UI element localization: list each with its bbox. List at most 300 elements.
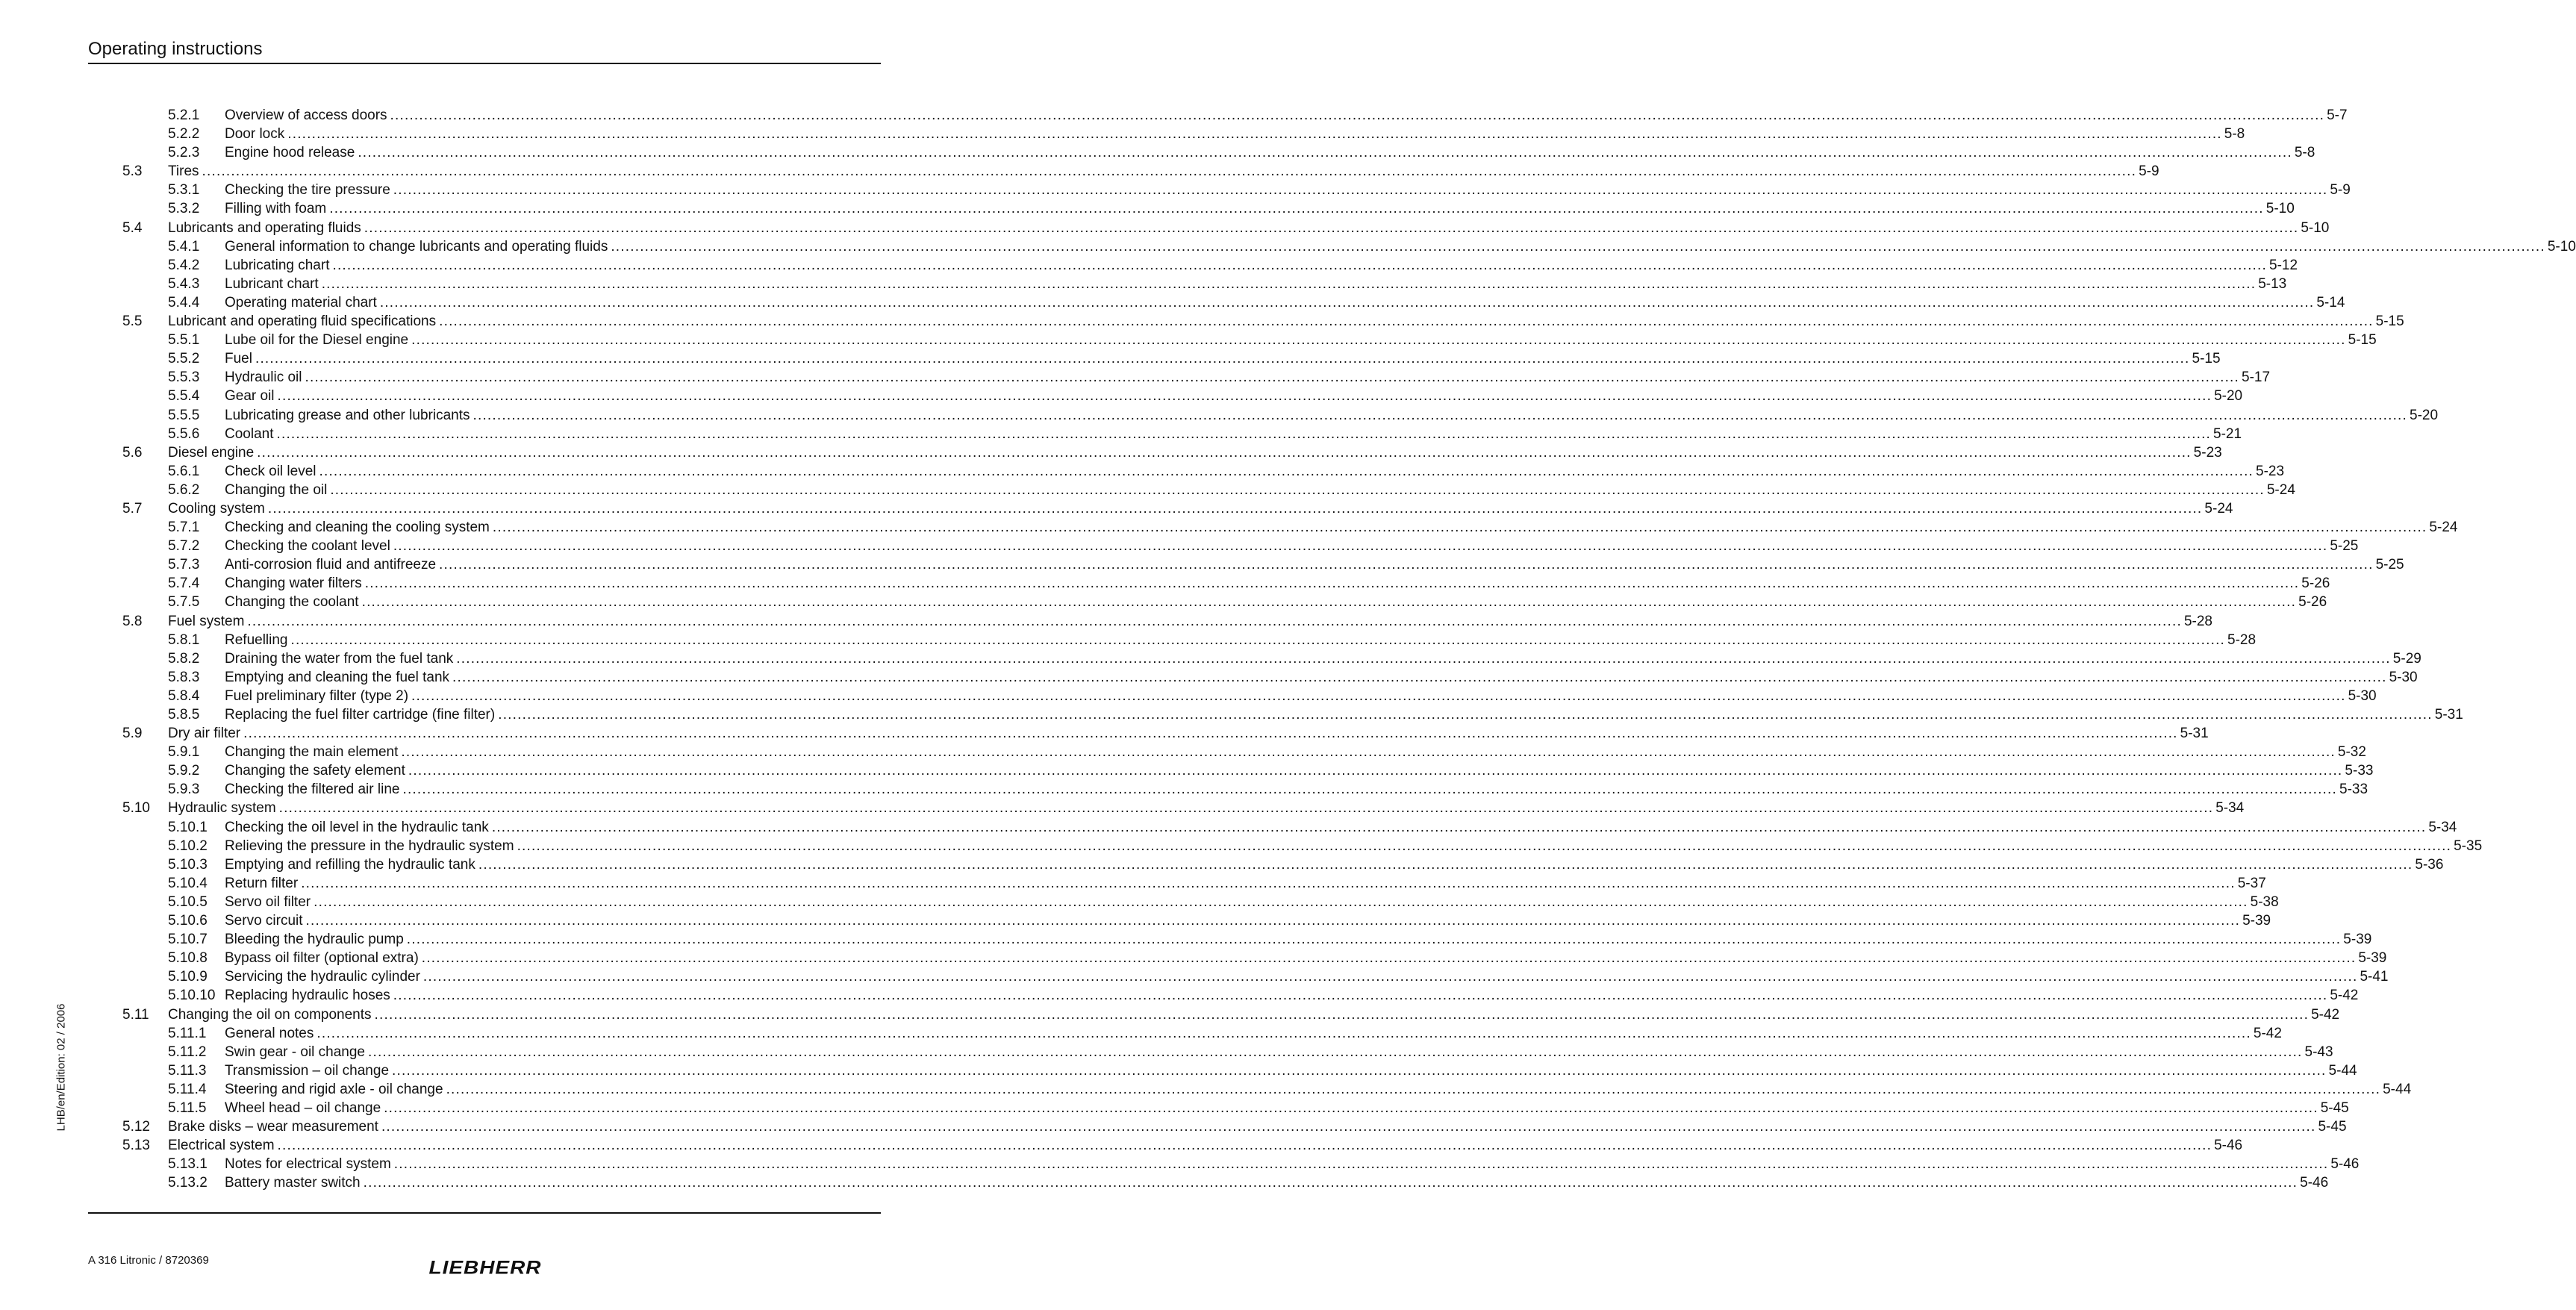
- toc-entry-page: 5-15: [2192, 351, 2221, 367]
- toc-entry-page: 5-9: [2330, 182, 2351, 199]
- toc-leader-dots: ................................................................................................................................................................................................................................................................................................................................................................................................................: [358, 145, 2292, 161]
- toc-entry-number: 5.8.3: [168, 669, 200, 685]
- toc-entry-title: Servo circuit: [225, 913, 303, 929]
- toc-entry-number: 5.7: [122, 500, 143, 517]
- toc-leader-dots: ................................................................................................................................................................................................................................................................................................................................................................................................................: [393, 538, 2328, 555]
- toc-leader-dots: ................................................................................................................................................................................................................................................................................................................................................................................................................: [421, 950, 2357, 967]
- toc-entry-page: 5-10: [2301, 219, 2330, 236]
- toc-entry-number: 5.9.3: [168, 782, 200, 798]
- toc-entry[interactable]: [88, 1080, 2412, 1099]
- toc-entry-title: Servo oil filter: [225, 893, 311, 910]
- toc-entry-number: 5.13.1: [168, 1156, 208, 1173]
- toc-leader-dots: ................................................................................................................................................................................................................................................................................................................................................................................................................: [368, 1044, 2303, 1060]
- toc-entry-title: Wheel head – oil change: [225, 1100, 381, 1116]
- toc-entry[interactable]: [88, 687, 2377, 705]
- toc-entry-line: [225, 911, 2271, 930]
- toc-entry-number: 5.10.1: [168, 819, 208, 835]
- toc-entry-number: 5.7.5: [168, 594, 200, 611]
- toc-entry-title: Changing the main element: [225, 744, 399, 761]
- toc-entry-number: 5.4.4: [168, 294, 200, 311]
- toc-entry[interactable]: [88, 967, 2389, 986]
- toc-entry-line: [225, 237, 2576, 256]
- toc-leader-dots: ................................................................................................................................................................................................................................................................................................................................................................................................................: [393, 1156, 2329, 1173]
- toc-entry[interactable]: [88, 761, 2374, 780]
- toc-entry-number: 5.13: [122, 1138, 150, 1154]
- toc-entry-number: 5.8.4: [168, 687, 200, 704]
- toc-entry[interactable]: [88, 237, 2576, 256]
- toc-entry[interactable]: [88, 125, 2245, 143]
- toc-entry-page: 5-45: [2318, 1119, 2347, 1135]
- toc-entry-line: [225, 1043, 2333, 1061]
- toc-entry-page: 5-42: [2253, 1025, 2282, 1041]
- toc-entry[interactable]: [88, 387, 2243, 405]
- toc-entry-line: [225, 125, 2245, 143]
- toc-leader-dots: ................................................................................................................................................................................................................................................................................................................................................................................................................: [278, 800, 2214, 817]
- toc-entry-line: [168, 799, 2245, 817]
- toc-entry[interactable]: [88, 799, 2245, 817]
- toc-entry-page: 5-31: [2180, 726, 2209, 742]
- toc-entry-page: 5-8: [2294, 145, 2315, 161]
- toc-entry-number: 5.3: [122, 163, 143, 180]
- toc-entry-number: 5.10.10: [168, 988, 216, 1004]
- toc-entry-line: [168, 1005, 2340, 1024]
- toc-entry[interactable]: [88, 462, 2285, 481]
- toc-leader-dots: ................................................................................................................................................................................................................................................................................................................................................................................................................: [314, 893, 2248, 910]
- toc-entry-line: [168, 499, 2233, 518]
- toc-entry-title: Emptying and refilling the hydraulic tank: [225, 856, 475, 873]
- toc-entry-line: [168, 443, 2222, 462]
- toc-leader-dots: ................................................................................................................................................................................................................................................................................................................................................................................................................: [329, 201, 2264, 217]
- toc-entry[interactable]: [88, 855, 2444, 874]
- toc-entry-number: 5.5: [122, 314, 143, 330]
- toc-entry-number: 5.13.2: [168, 1175, 208, 1191]
- toc-entry-page: 5-13: [2258, 275, 2287, 292]
- toc-entry-line: [168, 219, 2330, 237]
- toc-entry-title: Hydraulic oil: [225, 369, 302, 386]
- toc-entry-title: Changing the oil on components: [168, 1006, 372, 1023]
- toc-leader-dots: ................................................................................................................................................................................................................................................................................................................................................................................................................: [374, 1006, 2310, 1023]
- toc-entry-line: [225, 537, 2359, 555]
- toc-entry-title: Checking and cleaning the cooling system: [225, 520, 490, 536]
- toc-leader-dots: ................................................................................................................................................................................................................................................................................................................................................................................................................: [290, 631, 2226, 648]
- toc-leader-dots: ................................................................................................................................................................................................................................................................................................................................................................................................................: [305, 369, 2240, 386]
- toc-entry-title: Door lock: [225, 126, 285, 143]
- toc-entry[interactable]: [88, 1024, 2282, 1043]
- toc-entry[interactable]: [88, 312, 2404, 331]
- toc-entry-number: 5.5.1: [168, 332, 200, 349]
- toc-entry-title: Changing water filters: [225, 576, 362, 592]
- toc-entry-number: 5.3.1: [168, 182, 200, 199]
- toc-entry-title: Steering and rigid axle - oil change: [225, 1081, 443, 1097]
- footer-divider: [88, 1212, 881, 1214]
- toc-entry-page: 5-46: [2214, 1138, 2243, 1154]
- toc-entry-page: 5-31: [2434, 707, 2463, 723]
- toc-entry-number: 5.11: [122, 1006, 149, 1023]
- toc-entry-number: 5.7.1: [168, 520, 200, 536]
- toc-entry-line: [225, 1099, 2349, 1117]
- toc-entry[interactable]: [88, 649, 2421, 668]
- toc-entry-page: 5-39: [2242, 913, 2271, 929]
- toc-leader-dots: ................................................................................................................................................................................................................................................................................................................................................................................................................: [452, 669, 2387, 685]
- toc-entry-page: 5-14: [2316, 294, 2345, 311]
- toc-entry[interactable]: [88, 481, 2295, 499]
- toc-entry-title: Filling with foam: [225, 201, 327, 217]
- toc-entry-title: Operating material chart: [225, 294, 377, 311]
- toc-entry-title: Bleeding the hydraulic pump: [225, 932, 404, 948]
- toc-entry[interactable]: [88, 574, 2330, 593]
- toc-entry-number: 5.10.5: [168, 893, 208, 910]
- toc-leader-dots: ................................................................................................................................................................................................................................................................................................................................................................................................................: [257, 444, 2192, 461]
- toc-entry[interactable]: [88, 1173, 2329, 1192]
- toc-entry-line: [225, 874, 2266, 893]
- toc-entry[interactable]: [88, 199, 2295, 218]
- toc-entry-page: 5-23: [2193, 444, 2222, 461]
- toc-entry[interactable]: [88, 162, 2159, 181]
- toc-entry-title: Hydraulic system: [168, 800, 276, 817]
- toc-entry-line: [225, 687, 2377, 705]
- toc-entry-line: [225, 1061, 2357, 1080]
- toc-entry-title: Fuel system: [168, 613, 245, 629]
- toc-entry[interactable]: [88, 499, 2233, 518]
- toc-leader-dots: ................................................................................................................................................................................................................................................................................................................................................................................................................: [491, 819, 2427, 835]
- toc-leader-dots: ................................................................................................................................................................................................................................................................................................................................................................................................................: [611, 238, 2545, 255]
- toc-entry-number: 5.10.2: [168, 838, 208, 854]
- toc-entry-line: [225, 462, 2285, 481]
- toc-leader-dots: ................................................................................................................................................................................................................................................................................................................................................................................................................: [364, 219, 2299, 236]
- toc-entry[interactable]: [88, 1136, 2243, 1155]
- toc-entry-title: Lubricant and operating fluid specifications: [168, 314, 437, 330]
- toc-leader-dots: ................................................................................................................................................................................................................................................................................................................................................................................................................: [384, 1100, 2318, 1116]
- toc-leader-dots: ................................................................................................................................................................................................................................................................................................................................................................................................................: [316, 1025, 2251, 1041]
- toc-entry-page: 5-26: [2298, 594, 2327, 611]
- toc-entry[interactable]: [88, 443, 2222, 462]
- toc-entry-number: 5.4.2: [168, 257, 200, 273]
- toc-entry-number: 5.6.2: [168, 481, 200, 498]
- toc-entry[interactable]: [88, 724, 2209, 743]
- toc-entry-page: 5-32: [2337, 744, 2366, 761]
- toc-leader-dots: ................................................................................................................................................................................................................................................................................................................................................................................................................: [321, 275, 2257, 292]
- toc-entry-page: 5-28: [2227, 631, 2257, 648]
- toc-entry-number: 5.6.1: [168, 463, 200, 479]
- toc-entry-title: Checking the filtered air line: [225, 782, 400, 798]
- toc-entry-line: [225, 1173, 2329, 1192]
- toc-entry-line: [225, 256, 2298, 275]
- toc-entry-page: 5-33: [2345, 763, 2374, 779]
- toc-leader-dots: ................................................................................................................................................................................................................................................................................................................................................................................................................: [422, 969, 2358, 985]
- toc-entry-page: 5-45: [2320, 1100, 2349, 1116]
- toc-entry-line: [225, 199, 2295, 218]
- toc-entry-line: [225, 743, 2366, 761]
- toc-entry-title: Bypass oil filter (optional extra): [225, 950, 419, 967]
- toc-leader-dots: ................................................................................................................................................................................................................................................................................................................................................................................................................: [411, 332, 2346, 349]
- toc-entry[interactable]: [88, 986, 2359, 1005]
- toc-entry-number: 5.8: [122, 613, 143, 629]
- toc-leader-dots: ................................................................................................................................................................................................................................................................................................................................................................................................................: [330, 481, 2265, 498]
- toc-entry-page: 5-46: [2300, 1175, 2329, 1191]
- toc-entry-line: [225, 368, 2271, 387]
- toc-entry[interactable]: [88, 406, 2439, 425]
- toc-leader-dots: ................................................................................................................................................................................................................................................................................................................................................................................................................: [301, 875, 2236, 891]
- toc-entry-title: Swin gear - oil change: [225, 1044, 365, 1060]
- toc-entry[interactable]: [88, 143, 2315, 162]
- toc-leader-dots: ................................................................................................................................................................................................................................................................................................................................................................................................................: [411, 687, 2346, 704]
- toc-leader-dots: ................................................................................................................................................................................................................................................................................................................................................................................................................: [305, 913, 2241, 929]
- toc-entry-number: 5.11.3: [168, 1062, 207, 1079]
- toc-entry-number: 5.5.6: [168, 425, 200, 442]
- toc-entry-page: 5-21: [2213, 425, 2242, 442]
- toc-entry[interactable]: [88, 331, 2377, 349]
- toc-entry-page: 5-42: [2311, 1006, 2340, 1023]
- toc-entry-line: [225, 349, 2221, 368]
- toc-entry-title: Tires: [168, 163, 199, 180]
- toc-entry-title: Servicing the hydraulic cylinder: [225, 969, 420, 985]
- toc-entry-number: 5.4: [122, 219, 143, 236]
- toc-entry-title: Checking the oil level in the hydraulic tank: [225, 819, 489, 835]
- toc-entry-page: 5-34: [2215, 800, 2245, 817]
- toc-entry-title: Anti-corrosion fluid and antifreeze: [225, 557, 437, 573]
- toc-entry-number: 5.8.2: [168, 650, 200, 667]
- toc-leader-dots: ................................................................................................................................................................................................................................................................................................................................................................................................................: [267, 500, 2203, 517]
- toc-entry-number: 5.10: [122, 800, 150, 817]
- toc-leader-dots: ................................................................................................................................................................................................................................................................................................................................................................................................................: [517, 838, 2452, 854]
- toc-leader-dots: ................................................................................................................................................................................................................................................................................................................................................................................................................: [287, 126, 2222, 143]
- toc-entry-title: Emptying and cleaning the fuel tank: [225, 669, 450, 685]
- toc-entry-page: 5-24: [2266, 481, 2295, 498]
- toc-entry-number: 5.7.4: [168, 576, 200, 592]
- toc-entry-page: 5-20: [2410, 407, 2439, 423]
- toc-leader-dots: ................................................................................................................................................................................................................................................................................................................................................................................................................: [363, 1175, 2298, 1191]
- toc-entry[interactable]: [88, 1099, 2349, 1117]
- toc-entry[interactable]: [88, 1117, 2347, 1136]
- toc-entry[interactable]: [88, 219, 2330, 237]
- toc-entry-title: Lube oil for the Diesel engine: [225, 332, 409, 349]
- toc-entry-number: 5.8.5: [168, 707, 200, 723]
- toc-leader-dots: ................................................................................................................................................................................................................................................................................................................................................................................................................: [361, 594, 2297, 611]
- toc-entry-number: 5.3.2: [168, 201, 200, 217]
- toc-leader-dots: ................................................................................................................................................................................................................................................................................................................................................................................................................: [255, 351, 2190, 367]
- toc-entry-page: 5-10: [2547, 238, 2576, 255]
- toc-entry[interactable]: [88, 1061, 2357, 1080]
- toc-entry-line: [225, 1080, 2412, 1099]
- toc-leader-dots: ................................................................................................................................................................................................................................................................................................................................................................................................................: [446, 1081, 2381, 1097]
- toc-entry-line: [225, 761, 2374, 780]
- toc-entry-page: 5-39: [2343, 932, 2372, 948]
- toc-entry[interactable]: [88, 743, 2366, 761]
- toc-leader-dots: ................................................................................................................................................................................................................................................................................................................................................................................................................: [319, 463, 2254, 479]
- toc-entry-page: 5-28: [2183, 613, 2212, 629]
- toc-entry-title: Checking the tire pressure: [225, 182, 390, 199]
- toc-leader-dots: ................................................................................................................................................................................................................................................................................................................................................................................................................: [381, 1119, 2316, 1135]
- toc-entry-number: 5.2.1: [168, 107, 200, 123]
- toc-entry[interactable]: [88, 837, 2483, 855]
- toc-entry[interactable]: [88, 425, 2242, 443]
- toc-entry-number: 5.2.2: [168, 126, 200, 143]
- toc-entry-line: [225, 518, 2458, 537]
- toc-entry[interactable]: [88, 1005, 2340, 1024]
- toc-entry[interactable]: [88, 631, 2257, 649]
- toc-entry-line: [168, 1117, 2347, 1136]
- toc-entry[interactable]: [88, 911, 2271, 930]
- toc-entry-number: 5.6: [122, 444, 143, 461]
- table-of-contents: [88, 106, 2576, 1192]
- toc-entry[interactable]: [88, 349, 2221, 368]
- toc-entry-page: 5-44: [2328, 1062, 2357, 1079]
- toc-leader-dots: ................................................................................................................................................................................................................................................................................................................................................................................................................: [406, 932, 2342, 948]
- toc-entry-number: 5.5.4: [168, 388, 200, 405]
- toc-entry-page: 5-35: [2454, 838, 2483, 854]
- page-header-title: Operating instructions: [88, 39, 263, 59]
- toc-entry-line: [225, 181, 2351, 199]
- toc-entry-page: 5-9: [2139, 163, 2159, 180]
- toc-entry-title: Lubricating chart: [225, 257, 330, 273]
- toc-entry[interactable]: [88, 181, 2351, 199]
- toc-entry-title: Cooling system: [168, 500, 265, 517]
- toc-entry-number: 5.11.1: [168, 1025, 207, 1041]
- toc-leader-dots: ................................................................................................................................................................................................................................................................................................................................................................................................................: [277, 1138, 2212, 1154]
- toc-entry-page: 5-10: [2265, 201, 2295, 217]
- toc-leader-dots: ................................................................................................................................................................................................................................................................................................................................................................................................................: [277, 388, 2212, 405]
- toc-entry[interactable]: [88, 368, 2271, 387]
- toc-entry-line: [225, 387, 2243, 405]
- toc-entry-page: 5-15: [2375, 314, 2404, 330]
- toc-entry-line: [225, 780, 2368, 799]
- toc-leader-dots: ................................................................................................................................................................................................................................................................................................................................................................................................................: [456, 650, 2391, 667]
- toc-entry-number: 5.10.8: [168, 950, 208, 967]
- toc-entry-page: 5-39: [2358, 950, 2387, 967]
- toc-entry-page: 5-37: [2237, 875, 2266, 891]
- toc-leader-dots: ................................................................................................................................................................................................................................................................................................................................................................................................................: [202, 163, 2137, 180]
- toc-entry-title: Electrical system: [168, 1138, 275, 1154]
- toc-entry[interactable]: [88, 555, 2404, 574]
- toc-leader-dots: ................................................................................................................................................................................................................................................................................................................................................................................................................: [243, 726, 2178, 742]
- toc-entry-line: [225, 574, 2330, 593]
- toc-leader-dots: ................................................................................................................................................................................................................................................................................................................................................................................................................: [393, 988, 2328, 1004]
- toc-entry[interactable]: [88, 518, 2458, 537]
- toc-entry-line: [225, 649, 2421, 668]
- toc-entry-line: [168, 162, 2159, 181]
- toc-entry-line: [225, 293, 2345, 312]
- toc-entry-number: 5.11.2: [168, 1044, 207, 1060]
- toc-entry-number: 5.12: [122, 1119, 150, 1135]
- toc-entry-page: 5-15: [2348, 332, 2377, 349]
- toc-entry[interactable]: [88, 275, 2287, 293]
- toc-entry-line: [225, 949, 2387, 967]
- toc-leader-dots: ................................................................................................................................................................................................................................................................................................................................................................................................................: [408, 763, 2343, 779]
- toc-entry-title: Return filter: [225, 875, 299, 891]
- toc-entry[interactable]: [88, 537, 2359, 555]
- toc-entry[interactable]: [88, 874, 2266, 893]
- toc-entry-page: 5-26: [2301, 576, 2330, 592]
- toc-entry-number: 5.2.3: [168, 145, 200, 161]
- toc-entry-line: [225, 555, 2404, 574]
- toc-entry-page: 5-44: [2383, 1081, 2412, 1097]
- toc-entry-number: 5.9: [122, 726, 143, 742]
- toc-entry[interactable]: [88, 705, 2463, 724]
- toc-entry-line: [225, 818, 2457, 837]
- toc-entry-title: Checking the coolant level: [225, 538, 390, 555]
- toc-entry-title: Relieving the pressure in the hydraulic system: [225, 838, 514, 854]
- toc-entry-line: [225, 106, 2348, 125]
- toc-entry-line: [225, 1155, 2360, 1173]
- toc-entry-line: [225, 668, 2418, 687]
- toc-entry-number: 5.5.5: [168, 407, 200, 423]
- liebherr-logo: [412, 1258, 558, 1278]
- toc-entry-page: 5-20: [2214, 388, 2243, 405]
- toc-entry-number: 5.7.2: [168, 538, 200, 555]
- toc-entry-page: 5-33: [2339, 782, 2368, 798]
- toc-entry-number: 5.10.6: [168, 913, 208, 929]
- toc-entry-line: [225, 406, 2439, 425]
- toc-entry[interactable]: [88, 893, 2279, 911]
- toc-entry-line: [225, 143, 2315, 162]
- toc-entry-page: 5-25: [2330, 538, 2359, 555]
- toc-entry-line: [168, 724, 2209, 743]
- toc-entry[interactable]: [88, 1043, 2333, 1061]
- toc-leader-dots: ................................................................................................................................................................................................................................................................................................................................................................................................................: [439, 314, 2374, 330]
- toc-entry[interactable]: [88, 818, 2457, 837]
- toc-leader-dots: ................................................................................................................................................................................................................................................................................................................................................................................................................: [379, 294, 2315, 311]
- toc-entry[interactable]: [88, 612, 2212, 631]
- toc-entry[interactable]: [88, 1155, 2360, 1173]
- toc-entry-title: Brake disks – wear measurement: [168, 1119, 378, 1135]
- toc-entry[interactable]: [88, 668, 2418, 687]
- toc-entry-title: Lubricants and operating fluids: [168, 219, 361, 236]
- toc-entry-line: [225, 631, 2257, 649]
- toc-entry[interactable]: [88, 949, 2387, 967]
- toc-entry-number: 5.10.3: [168, 856, 208, 873]
- toc-entry[interactable]: [88, 780, 2368, 799]
- toc-entry-title: Fuel preliminary filter (type 2): [225, 687, 409, 704]
- toc-entry-title: Changing the safety element: [225, 763, 405, 779]
- toc-entry-title: Lubricant chart: [225, 275, 319, 292]
- toc-entry[interactable]: [88, 293, 2345, 312]
- toc-leader-dots: ................................................................................................................................................................................................................................................................................................................................................................................................................: [247, 613, 2182, 629]
- toc-entry-title: Check oil level: [225, 463, 316, 479]
- toc-leader-dots: ................................................................................................................................................................................................................................................................................................................................................................................................................: [364, 576, 2300, 592]
- toc-entry[interactable]: [88, 593, 2327, 611]
- toc-entry-line: [168, 612, 2212, 631]
- toc-entry-line: [168, 312, 2404, 331]
- toc-entry-title: Refuelling: [225, 631, 288, 648]
- toc-entry-number: 5.7.3: [168, 557, 200, 573]
- toc-entry-line: [225, 275, 2287, 293]
- toc-entry[interactable]: [88, 106, 2348, 125]
- toc-entry-page: 5-30: [2389, 669, 2418, 685]
- toc-leader-dots: ................................................................................................................................................................................................................................................................................................................................................................................................................: [276, 425, 2212, 442]
- toc-entry-page: 5-43: [2304, 1044, 2333, 1060]
- svg-text:LIEBHERR: LIEBHERR: [428, 1256, 542, 1279]
- toc-entry-line: [225, 837, 2483, 855]
- toc-leader-dots: ................................................................................................................................................................................................................................................................................................................................................................................................................: [473, 407, 2408, 423]
- toc-entry-number: 5.8.1: [168, 631, 200, 648]
- toc-entry-title: Gear oil: [225, 388, 275, 405]
- toc-entry-number: 5.10.4: [168, 875, 208, 891]
- toc-leader-dots: ................................................................................................................................................................................................................................................................................................................................................................................................................: [498, 707, 2433, 723]
- toc-leader-dots: ................................................................................................................................................................................................................................................................................................................................................................................................................: [392, 1062, 2327, 1079]
- toc-entry-title: Overview of access doors: [225, 107, 387, 123]
- toc-entry-line: [225, 967, 2389, 986]
- toc-entry-title: Changing the oil: [225, 481, 328, 498]
- toc-entry[interactable]: [88, 256, 2298, 275]
- toc-entry-title: General information to change lubricants and operating fluids: [225, 238, 608, 255]
- toc-entry-number: 5.5.2: [168, 351, 200, 367]
- toc-entry-title: General notes: [225, 1025, 314, 1041]
- toc-entry-line: [225, 855, 2444, 874]
- toc-entry[interactable]: [88, 930, 2372, 949]
- toc-entry-page: 5-23: [2256, 463, 2285, 479]
- toc-entry-page: 5-7: [2327, 107, 2348, 123]
- toc-entry-page: 5-24: [2204, 500, 2233, 517]
